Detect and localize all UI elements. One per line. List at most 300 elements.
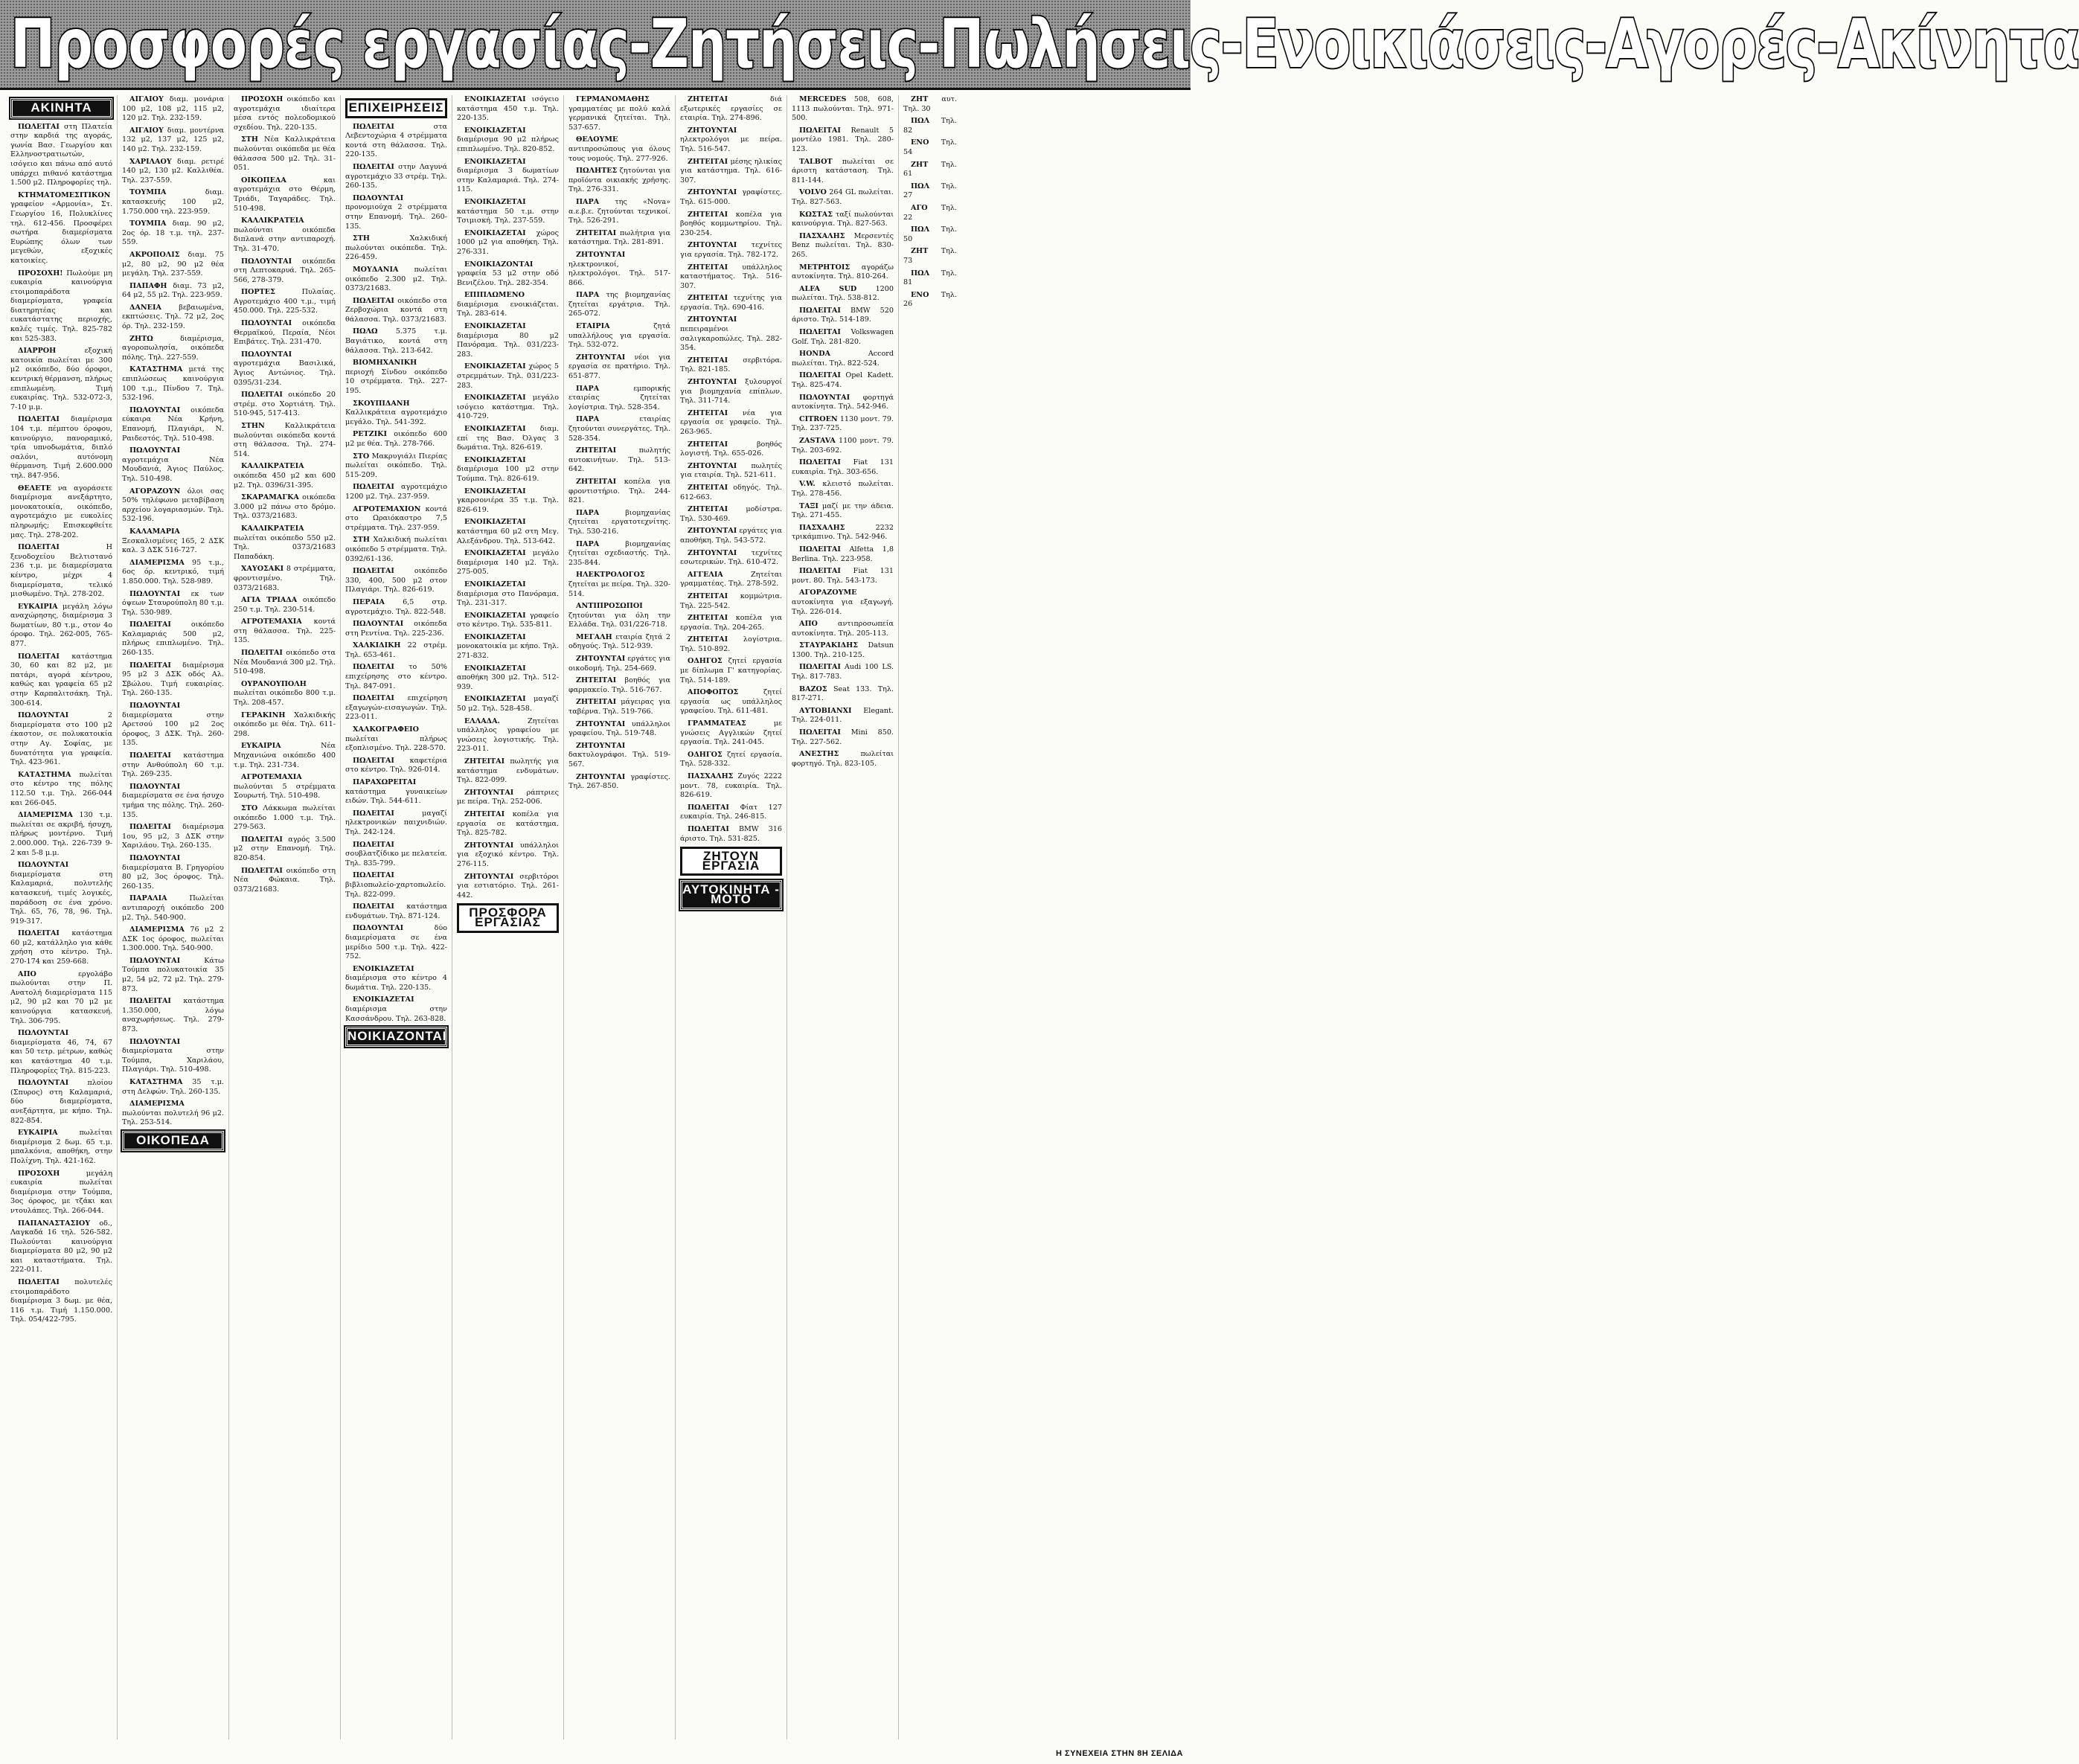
ad-lead-word: ΖΗΤΟΥΝΤΑΙ xyxy=(688,188,737,197)
ad-text: Χαλκιδική πωλείται οικόπεδο 5 στρέμματα. Τηλ. 0392/61-136. xyxy=(345,536,447,563)
classified-ad xyxy=(345,536,447,564)
ad-lead-word: ΠΩΛΕΙΤΑΙ xyxy=(799,728,841,737)
classified-ad xyxy=(680,315,782,353)
ad-lead-word: MERCEDES xyxy=(799,95,847,103)
ad-text: Ζητείται γραμματέας. Τηλ. 278-592. xyxy=(680,570,782,588)
classified-ad xyxy=(122,365,224,402)
classified-ad xyxy=(345,965,447,993)
ad-text: νέοι για εργασία σε πρατήριο. Τηλ. 651-877. xyxy=(568,353,670,381)
ad-text: διαμερίσματα 46, 74, 67 και 50 τετρ. μέτρων, καθώς και κατάστημα 40 τ.μ. Πληροφορίες Τηλ. 815-223. xyxy=(10,1038,112,1075)
ad-lead-word: ΕΝΟ xyxy=(911,138,929,147)
classified-ad xyxy=(345,902,447,921)
classified-ad xyxy=(457,158,559,195)
ad-lead-word: ΠΑΡΑΛΙΑ xyxy=(129,894,167,903)
ad-lead-word: ΠΩΛΕΙΤΑΙ xyxy=(241,835,283,844)
ad-lead-word: ΠΡΟΣΟΧΗ xyxy=(18,1169,60,1178)
classified-ad xyxy=(680,241,782,260)
classified-ad xyxy=(345,694,447,722)
ad-text: κοπέλα για εργασία σε κατάστημα. Τηλ. 825-782. xyxy=(457,809,559,838)
classified-ad xyxy=(234,257,336,286)
ad-lead-word: ΖΗΤΩ xyxy=(129,334,153,343)
ad-text: Μακρυγιάλι Πιερίας πωλείται οικόπεδο. Τηλ. 515-209. xyxy=(345,452,447,479)
ad-text: αγρός 3.500 μ2 στην Επανομή. Τηλ. 820-854. xyxy=(234,835,336,862)
ad-lead-word: ΟΥΡΑΝΟΥΠΟΛΗ xyxy=(241,679,307,688)
classified-ad xyxy=(122,527,224,556)
ad-lead-word: CITROEN xyxy=(799,414,838,423)
classified-ad xyxy=(903,161,957,179)
classified-ad xyxy=(568,655,670,673)
classified-ad xyxy=(122,304,224,332)
column-1 xyxy=(6,95,118,1739)
ad-lead-word: ΑΓΡΟΤΕΜΑΧΙΑ xyxy=(241,618,302,626)
classified-ad xyxy=(457,229,559,257)
ad-text: μοδίστρα. Τηλ. 530-469. xyxy=(680,505,782,523)
ad-lead-word: ΠΩΛΕΙΤΑΙ xyxy=(241,649,283,658)
ad-text: Χαλκιδικής οικόπεδο με θέα. Τηλ. 611-298. xyxy=(234,711,336,738)
ad-lead-word: ΑΓΟ xyxy=(911,203,928,212)
classified-ad xyxy=(457,487,559,516)
ad-text: Λάκκωμα πωλείται οικόπεδο 1.000 τ.μ. Τηλ. 279-563. xyxy=(234,804,336,832)
ad-text: 22 στρέμ. Τηλ. 653-461. xyxy=(345,641,447,659)
classified-ad xyxy=(234,711,336,740)
ad-lead-word: ΕΝΟ xyxy=(911,290,929,299)
ad-list xyxy=(680,95,782,844)
ad-lead-word: ΠΩΛ xyxy=(911,225,930,234)
ad-text: ζητούνται για όλη την Ελλάδα. Τηλ. 031/226-718. xyxy=(568,611,670,629)
ad-text: 1130 μοντ. 79. Τηλ. 237-725. xyxy=(792,414,894,433)
ad-text: οικόπεδα στη Ρεντίνα. Τηλ. 225-236. xyxy=(345,620,447,638)
ad-lead-word: ΣΤΟ xyxy=(353,452,370,461)
ad-lead-word: ΕΥΚΑΙΡΙΑ xyxy=(18,602,58,611)
classified-ad xyxy=(122,158,224,186)
classified-ad xyxy=(122,702,224,748)
ad-lead-word: ΖΗΤ xyxy=(911,247,929,256)
ad-lead-word: ΠΩΛΕΙΤΑΙ xyxy=(353,756,394,765)
ad-text: πωλείται οικόπεδο 800 τ.μ. Τηλ. 208-457. xyxy=(234,689,336,708)
ad-text: Καλλικράτεια πωλούνται οικόπεδα κοντά στη θάλασσα. Τηλ. 274-514. xyxy=(234,422,336,458)
ad-text: διαμ. κατασκευής 100 μ2, 1.750.000 τηλ. 223-959. xyxy=(122,188,224,216)
classified-ad xyxy=(457,633,559,661)
classified-ad xyxy=(345,620,447,638)
ad-text: πωλείται σε άριστη κατάσταση. Τηλ. 811-144. xyxy=(792,157,894,185)
classified-ad xyxy=(345,778,447,806)
classified-ad xyxy=(10,1219,112,1276)
ad-lead-word: ΚΑΤΑΣΤΗΜΑ xyxy=(129,1078,183,1086)
ad-text: εκ των όψεων Σταυρούπολη 80 τ.μ. Τηλ. 530-989. xyxy=(122,589,224,617)
ad-text: διαμ. 73 μ2, 64 μ2, 55 μ2. Τηλ. 223-959. xyxy=(122,281,224,300)
classified-ad xyxy=(568,633,670,652)
ad-text: διαμ. 75 μ2, 80 μ2, 90 μ2 θέα μεγάλη. Τηλ. 237-559. xyxy=(122,250,224,278)
ad-lead-word: ΣΤΟ xyxy=(241,804,258,812)
ad-text: Καλλικράτεια αγροτεμάχιο μεγάλο. Τηλ. 541-392. xyxy=(345,408,447,426)
ad-text: πωλούνται οικόπεδα διπλανά στην αντιπαροχή. Τηλ. 31-470. xyxy=(234,225,336,253)
classified-ad xyxy=(792,685,894,704)
ad-lead-word: ΖΗΤΕΙΤΑΙ xyxy=(688,483,728,492)
classified-ad xyxy=(680,614,782,632)
classified-ad xyxy=(680,804,782,822)
classified-ad xyxy=(234,596,336,615)
classified-ad xyxy=(680,158,782,186)
ad-lead-word: ΖΗΤΟΥΝΤΑΙ xyxy=(688,461,737,470)
ad-lead-word: ΠΩΛΕΙΤΑΙ xyxy=(688,803,729,812)
classified-ad xyxy=(234,217,336,254)
ad-text: μεγάλο ισόγειο κατάστημα. Τηλ. 410-729. xyxy=(457,394,559,421)
classified-ad xyxy=(680,527,782,545)
ad-text: πωλήτρια για κατάστημα. Τηλ. 281-891. xyxy=(568,228,670,247)
ad-lead-word: ΖΗΤΟΥΝΤΑΙ xyxy=(688,241,737,250)
classified-ad xyxy=(345,400,447,428)
ad-text: ηλεκτρονικοί, ηλεκτρολόγοι. Τηλ. 517-866. xyxy=(568,260,670,287)
ad-lead-word: ΠΩΛΟΥΝΤΑΙ xyxy=(129,782,181,791)
ad-text: πωλητές για εταιρία. Τηλ. 521-611. xyxy=(680,461,782,480)
ad-lead-word: ΠΟΡΤΕΣ xyxy=(241,288,275,297)
ad-text: να αγοράσετε διαμέρισμα ανεξάρτητο, μονοκατοικία, οικόπεδο, αγροτεμάχιο με ευκολίες πληρωμής; Επισκεφθείτε μας. Τηλ. 278-202. xyxy=(10,484,112,539)
classified-ad xyxy=(234,867,336,895)
ad-text: Κάτω Τούμπα πολυκατοικία 35 μ2, 54 μ2, 72 μ2. Τηλ. 279-873. xyxy=(122,956,224,993)
ad-text: πωλητής αυτοκινήτων. Τηλ. 513-642. xyxy=(568,446,670,474)
classified-ad xyxy=(345,483,447,501)
classified-ad xyxy=(792,588,894,617)
ad-lead-word: ΕΝΟΙΚΙΑΖΕΤΑΙ xyxy=(464,695,526,704)
classified-ad xyxy=(234,618,336,646)
ad-lead-word: ΕΠΙΠΛΩΜΕΝΟ xyxy=(464,291,525,300)
ad-text: ζητεί εργασία με δίπλωμα Γ' κατηγορίας. Τηλ. 514-189. xyxy=(680,657,782,684)
classified-ad xyxy=(345,841,447,869)
classified-ad xyxy=(234,95,336,132)
ad-lead-word: ΠΩΛΟΥΝΤΑΙ xyxy=(18,1079,69,1088)
ad-lead-word: ΖΗΤΟΥΝΤΑΙ xyxy=(688,126,737,135)
ad-lead-word: ΠΩΛΕΙΤΑΙ xyxy=(241,866,283,875)
ad-lead-word: ΠΩΛΟΥΝΤΑΙ xyxy=(18,711,69,720)
classified-ad xyxy=(122,620,224,658)
ad-lead-word: ΠΕΡΑΙΑ xyxy=(353,597,385,606)
ad-text: Τηλ. 50 xyxy=(903,225,957,243)
classified-ad xyxy=(680,719,782,748)
ad-text: μεγάλη λόγω αναχώρησης, διαμέρισμα 3 δωματίων, 80 τ.μ., στον 4ο όροφο. Τηλ. 262-005, 765-877. xyxy=(10,602,112,649)
ad-lead-word: ΠΩΛΕΙΤΑΙ xyxy=(353,483,394,492)
ad-text: τεχνίτες για εργασία. Τηλ. 782-172. xyxy=(680,241,782,259)
ad-text: Seat 133. Τηλ. 817-271. xyxy=(792,684,894,703)
ad-lead-word: ΠΩΛΕΙΤΑΙ xyxy=(241,391,283,400)
ad-text: Τηλ. 27 xyxy=(903,182,957,200)
ad-lead-word: ΕΝΟΙΚΙΑΖΕΤΑΙ xyxy=(464,394,526,402)
ad-lead-word: ΡΕΤΖΙΚΙ xyxy=(353,430,387,439)
ad-lead-word: ΣΤΗ xyxy=(241,135,258,144)
ad-text: διαμέρισμα, αγοροπωλησία, οικόπεδα πόλης. Τηλ. 227-559. xyxy=(122,334,224,362)
ad-text: Πωλείται αντιπαροχή οικόπεδο 200 μ2. Τηλ. 540-900. xyxy=(122,894,224,922)
classified-ad xyxy=(122,487,224,525)
ad-text: ζητά υπαλλήλους για εργασία. Τηλ. 532-072. xyxy=(568,322,670,350)
ad-lead-word: VOLVO xyxy=(799,188,827,197)
classified-ad xyxy=(345,505,447,533)
column-6 xyxy=(564,95,676,1739)
ad-lead-word: ΓΕΡΜΑΝΟΜΑΘΗΣ xyxy=(576,95,650,103)
ad-text: Ζητείται υπάλληλος γραφείου με γνώσεις λογιστικής. Τηλ. 223-011. xyxy=(457,716,559,754)
ad-text: ΒΜW 316 άριστο. Τηλ. 531-825. xyxy=(680,824,782,843)
ad-list xyxy=(10,123,112,1325)
classified-ad xyxy=(792,394,894,412)
classified-ad xyxy=(457,717,559,754)
ad-lead-word: ΑΠΟ xyxy=(18,969,36,978)
ad-lead-word: ΠΩΛΕΙΤΑΙ xyxy=(799,306,841,315)
classified-ad xyxy=(457,362,559,391)
ad-lead-word: ΠΩΛΟΥΝΤΑΙ xyxy=(129,405,181,414)
classified-ad xyxy=(792,524,894,542)
ad-lead-word: ΠΩΛΟΥΝΤΑΙ xyxy=(353,620,404,629)
classified-ad xyxy=(792,620,894,638)
ad-text: οικόπεδα 450 μ2 και 600 μ2. Τηλ. 0396/31-395. xyxy=(234,471,336,490)
classified-ad xyxy=(345,452,447,481)
classified-ad xyxy=(457,873,559,901)
ad-lead-word: ΕΝΟΙΚΙΑΖΕΤΑΙ xyxy=(464,197,526,206)
classified-ad xyxy=(234,680,336,708)
ad-text: Νέα Μηχανιώνα οικόπεδο 400 τ.μ. Τηλ. 231-734. xyxy=(234,742,336,769)
classifieds-columns xyxy=(6,95,1185,1739)
classified-ad xyxy=(457,757,559,786)
classified-ad xyxy=(10,711,112,768)
ad-lead-word: ΠΩΛΟΥΝΤΑΙ xyxy=(129,853,181,862)
ad-text: διαμέρισμα 95 μ2 3 ΔΣΚ οδός Αλ. Σβώλου. Τιμή ευκαιρίας. Τηλ. 260-135. xyxy=(122,661,224,698)
ad-text: πωλείται στο κέντρο της πόλης 112.50 τ.μ. Τηλ. 266-044 και 266-045. xyxy=(10,770,112,807)
ad-lead-word: ΕΥΚΑΙΡΙΑ xyxy=(18,1129,58,1138)
ad-lead-word: ΑΓΟΡΑΖΟΥΝ xyxy=(129,487,181,495)
ad-text: μαζί με την άδεια. Τηλ. 271-455. xyxy=(792,501,894,520)
ad-lead-word: ΠΩΛΕΙΤΑΙ xyxy=(353,663,394,672)
classified-ad xyxy=(122,854,224,891)
classified-ad xyxy=(122,957,224,994)
classified-ad xyxy=(903,247,957,266)
ad-lead-word: ΠΑΡΑΧΩΡΕΙΤΑΙ xyxy=(353,778,417,786)
classified-ad xyxy=(792,663,894,681)
classified-ad xyxy=(457,695,559,713)
ad-list xyxy=(457,95,559,900)
classified-ad xyxy=(680,462,782,481)
ad-text: διαμέρισμα 100 μ2 στην Τούμπα. Τηλ. 826-619. xyxy=(457,465,559,483)
classified-ad xyxy=(345,641,447,660)
classified-ad xyxy=(345,359,447,396)
ad-text: σερβιτόρα. Τηλ. 821-185. xyxy=(680,356,782,374)
ad-lead-word: ΑΝΤΙΠΡΟΣΩΠΟΙ xyxy=(576,602,643,611)
classified-ad xyxy=(457,394,559,422)
ad-text: όλοι σας 50% τηλέφωνο μεταβίβαση αρχείου λογαριασμών. Τηλ. 532-196. xyxy=(122,487,224,524)
classified-ad xyxy=(10,543,112,600)
classified-ad xyxy=(680,688,782,716)
ad-text: ζητείται με πείρα. Τηλ. 320-514. xyxy=(568,580,670,598)
section-heading-akinita: ΑΚΙΝΗΤΑ xyxy=(10,98,112,118)
classified-ad xyxy=(568,95,670,132)
ad-lead-word: ΖΗΤΕΙΤΑΙ xyxy=(576,228,617,237)
ad-lead-word: ΕΝΟΙΚΙΑΖΕΤΑΙ xyxy=(464,455,526,464)
ad-lead-word: ΖΗΤΕΙΤΑΙ xyxy=(576,676,617,685)
ad-text: διαμέρισμα στην Κασσάνδρου. Τηλ. 263-828. xyxy=(345,1005,447,1023)
ad-lead-word: ΠΩΛΟΥΝΤΑΙ xyxy=(353,193,404,202)
ad-text: μέσης ηλικίας για κατάστημα. Τηλ. 616-307. xyxy=(680,157,782,185)
ad-text: Τηλ. 61 xyxy=(903,160,957,179)
classified-ad xyxy=(568,291,670,319)
ad-text: Elegant. Τηλ. 224-011. xyxy=(792,706,894,725)
ad-lead-word: ΠΩΛ xyxy=(911,117,930,126)
ad-lead-word: ΓΡΑΜΜΑΤΕΑΣ xyxy=(688,719,746,728)
ad-text: αγροτεμάχια Βασιλικά, Άγιος Αντώνιος. Τηλ. 0395/31-234. xyxy=(234,359,336,387)
ad-lead-word: ΠΩΛΕΙΤΑΙ xyxy=(353,694,394,703)
ad-text: Ζυγός 2222 μοντ. 78, ευκαιρία. Τηλ. 826-619. xyxy=(680,772,782,800)
ad-lead-word: ΠΩΛΟΥΝΤΑΙ xyxy=(241,350,292,359)
classified-ad xyxy=(122,219,224,248)
ad-lead-word: ΕΝΟΙΚΙΑΖΕΤΑΙ xyxy=(464,632,526,641)
ad-text: λογίστρια. Τηλ. 510-892. xyxy=(680,635,782,653)
classified-ad xyxy=(234,565,336,593)
masthead-title: Προσφορές εργασίας-Ζητήσεις-Πωλήσεις-Ενοικιάσεις-Αγορές-Ακίνητα xyxy=(10,4,2079,83)
ad-text: ταξί πωλούνται καινούργια. Τηλ. 827-563. xyxy=(792,210,894,228)
classified-ad xyxy=(345,430,447,449)
ad-text: ζητεί εργασία ως υπάλληλος γραφείου. Τηλ. 611-481. xyxy=(680,688,782,716)
ad-text: χώρος 5 στρεμμάτων. Τηλ. 031/223-283. xyxy=(457,362,559,390)
ad-lead-word: ΠΩΛΕΙΤΑΙ xyxy=(18,929,60,938)
classified-ad xyxy=(10,1029,112,1076)
ad-text: πωλείται φορτηγό. Τηλ. 823-105. xyxy=(792,750,894,768)
ad-lead-word: ΒΑΖΟΣ xyxy=(799,684,827,693)
ad-lead-word: ΑΠΟ xyxy=(799,620,818,629)
ad-text: ράπτριες με πείρα. Τηλ. 252-006. xyxy=(457,788,559,806)
ad-lead-word: ΖΗΤΕΙΤΑΙ xyxy=(688,210,728,219)
ad-text: κατάστημα 60 μ2, κατάλληλο για κάθε χρήση στο κέντρο. Τηλ. 270-174 και 259-668. xyxy=(10,929,112,966)
ad-text: δύο διαμερίσματα σε ένα μερίδιο 500 τ.μ. Τηλ. 422-752. xyxy=(345,924,447,961)
ad-text: διαμέρισμα 80 μ2 Πανόραμα. Τηλ. 031/223-283. xyxy=(457,331,559,359)
classified-ad xyxy=(680,294,782,312)
classified-ad xyxy=(10,929,112,966)
ad-text: ζητεί εργασία. Τηλ. 528-332. xyxy=(680,750,782,769)
classified-ad xyxy=(122,335,224,363)
ad-lead-word: ΠΩΛΕΙΤΑΙ xyxy=(129,751,171,760)
ad-text: οικόπεδο στη Νέα Φώκαια. Τηλ. 0373/21683. xyxy=(234,866,336,894)
ad-lead-word: ΕΝΟΙΚΙΑΖΕΤΑΙ xyxy=(464,549,526,558)
ad-text: αγοράζω αυτοκίνητα. Τηλ. 810-264. xyxy=(792,263,894,281)
ad-lead-word: ΠΩΛΕΙΤΑΙ xyxy=(353,871,394,880)
classified-ad xyxy=(792,458,894,477)
ad-lead-word: ΠΑΣΧΑΛΗΣ xyxy=(799,523,845,532)
ad-text: διαμέρισμα στο κέντρο 4 δωμάτια. Τηλ. 220-135. xyxy=(345,974,447,992)
classified-ad xyxy=(680,657,782,685)
continued-note: Η ΣΥΝΕΧΕΙΑ ΣΤΗΝ 8Η ΣΕΛΙΔΑ xyxy=(1055,1749,1183,1758)
ad-lead-word: ΖΗΤΕΙΤΑΙ xyxy=(576,446,617,455)
ad-text: κατάστημα 30, 60 και 82 μ2, με πατάρι, αγορά κέντρου, καθώς και γραφεία 65 μ2 στην Καρπαλιτσάκη. Τηλ. 300-614. xyxy=(10,652,112,708)
classified-ad xyxy=(234,422,336,459)
ad-lead-word: ΠΩΛΟΥΝΤΑΙ xyxy=(129,589,181,598)
ad-text: μάγειρας για ταβέρνα. Τηλ. 519-766. xyxy=(568,698,670,716)
ad-text: κλειστό πωλείται. Τηλ. 278-456. xyxy=(792,480,894,498)
classified-ad xyxy=(345,995,447,1024)
ad-text: βοηθός για φαρμακείο. Τηλ. 516-767. xyxy=(568,676,670,694)
ad-lead-word: ΠΩΛΟΥΝΤΑΙ xyxy=(353,924,404,933)
classified-ad xyxy=(234,649,336,677)
classified-ad xyxy=(10,1129,112,1166)
ad-text: μονοκατοικία με κήπο. Τηλ. 271-832. xyxy=(457,642,559,661)
ad-text: σουβλατζίδικο με πελατεία. Τηλ. 835-799. xyxy=(345,850,447,867)
classified-ad xyxy=(122,1078,224,1097)
ad-lead-word: ΠΑΠΑΦΗ xyxy=(129,281,167,290)
ad-text: γραφίστες. Τηλ. 267-850. xyxy=(568,772,670,791)
classified-ad xyxy=(568,322,670,350)
ad-text: γραφίστες. Τηλ. 615-000. xyxy=(680,188,782,206)
ad-text: μαγαζί 50 μ2. Τηλ. 528-458. xyxy=(457,695,559,713)
classified-ad xyxy=(680,409,782,437)
ad-text: οικόπεδο στα Νέα Μουδανιά 300 μ2. Τηλ. 510-498. xyxy=(234,649,336,676)
classified-ad xyxy=(792,263,894,282)
classified-ad xyxy=(122,126,224,155)
ad-text: βιομηχανίας ζητείται σχεδιαστής. Τηλ. 235-844. xyxy=(568,539,670,567)
ad-lead-word: ΣΤΗ xyxy=(353,536,370,545)
ad-text: διαμερίσματα σε ένα ήσυχο τμήμα της πόλης. Τηλ. 260-135. xyxy=(122,792,224,819)
ad-text: οικόπεδο και αγροτεμάχια ιδιαίτερα μέσα εντός πολεοδομικού σχεδίου. Τηλ. 220-135. xyxy=(234,95,336,132)
ad-lead-word: ΔΙΑΜΕΡΙΣΜΑ xyxy=(18,811,73,820)
classified-ad xyxy=(10,811,112,858)
classified-ad xyxy=(680,571,782,589)
classified-ad xyxy=(122,894,224,923)
ad-text: Fiat 131 ευκαιρία. Τηλ. 303-656. xyxy=(792,458,894,476)
ad-text: Datsun 1300. Τηλ. 210-125. xyxy=(792,641,894,659)
ad-text: κατάστημα 50 τ.μ. στην Τσιμισκή. Τηλ. 237-559. xyxy=(457,207,559,225)
ad-lead-word: ΖΗΤΕΙΤΑΙ xyxy=(688,440,728,449)
ad-lead-word: ΑΥΤΟΒΙΑΝΧΙ xyxy=(799,706,852,715)
classified-ad xyxy=(903,204,957,222)
ad-lead-word: ΖΗΤΕΙΤΑΙ xyxy=(688,614,728,623)
classified-ad xyxy=(122,661,224,699)
ad-lead-word: ΕΛΛΑΔΑ. xyxy=(464,716,500,725)
ad-lead-word: ΖΗΤΕΙΤΑΙ xyxy=(688,356,728,365)
classified-ad xyxy=(680,211,782,239)
classified-ad xyxy=(234,350,336,388)
ad-lead-word: ΚΑΛΛΙΚΡΑΤΕΙΑ xyxy=(241,217,304,225)
ad-lead-word: ΚΑΛΛΙΚΡΑΤΕΙΑ xyxy=(241,524,304,533)
ad-lead-word: ΚΩΣΤΑΣ xyxy=(799,210,833,219)
ad-lead-word: ΖΗΤΟΥΝΤΑΙ xyxy=(464,872,514,881)
classified-ad xyxy=(10,484,112,541)
ad-lead-word: ΖΗΤΕΙΤΑΙ xyxy=(688,591,728,600)
ad-text: οικόπεδο 600 μ2 με θέα. Τηλ. 278-766. xyxy=(345,430,447,448)
ad-lead-word: ΕΝΟΙΚΙΑΖΕΤΑΙ xyxy=(464,580,526,588)
ad-lead-word: ΟΔΗΓΟΣ xyxy=(688,750,723,759)
classified-ad xyxy=(122,1100,224,1128)
ad-lead-word: ALFA SUD xyxy=(799,284,857,293)
ad-lead-word: ΠΩΛΕΙΤΑΙ xyxy=(18,122,60,131)
ad-lead-word: ΠΩΛΕΙΤΑΙ xyxy=(799,328,841,337)
classified-ad xyxy=(903,95,957,114)
ad-text: αποθήκη 300 μ2. Τηλ. 512-939. xyxy=(457,673,559,691)
ad-text: διαμ. μοντέρνα 132 μ2, 137 μ2, 125 μ2, 140 μ2. Τηλ. 232-159. xyxy=(122,126,224,153)
ad-text: οικόπεδα 3.000 μ2 πάνω στο δρόμο. Τηλ. 0373/21683. xyxy=(234,493,336,521)
ad-text: 6,5 στρ. αγροτεμάχιο. Τηλ. 822-548. xyxy=(345,597,447,616)
ad-lead-word: ΖΗΤΕΙΤΑΙ xyxy=(688,505,728,514)
ad-list xyxy=(234,95,336,894)
ad-lead-word: ΖΗΤΟΥΝΤΑΙ xyxy=(576,353,626,362)
classified-ad xyxy=(792,437,894,455)
ad-text: Τηλ. 73 xyxy=(903,247,957,265)
ad-lead-word: ΓΕΡΑΚΙΝΗ xyxy=(241,711,286,719)
ad-text: διαμέρισμα στο Πανόραμα. Τηλ. 231-317. xyxy=(457,589,559,608)
ad-text: με γνώσεις Αγγλικών ζητεί εργασία. Τηλ. 241-045. xyxy=(680,719,782,747)
ad-text: δακτυλογράφοι. Τηλ. 519-567. xyxy=(568,751,670,769)
ad-text: Τηλ. 54 xyxy=(903,138,957,156)
ad-text: γραφεία 53 μ2 στην οδό Βενιζέλου. Τηλ. 282-354. xyxy=(457,269,559,287)
ad-lead-word: ΕΝΟΙΚΙΑΖΕΤΑΙ xyxy=(464,611,526,620)
ad-lead-word: ΧΑΛΚΙΔΙΚΗ xyxy=(353,641,401,650)
ad-lead-word: ΜΕΓΑΛΗ xyxy=(576,632,612,641)
classified-ad xyxy=(234,742,336,770)
ad-text: κοντά στη θάλασσα. Τηλ. 225-135. xyxy=(234,618,336,645)
classified-ad xyxy=(234,391,336,419)
ad-lead-word: ΠΩΛΕΙΤΑΙ xyxy=(18,1278,60,1287)
ad-text: 264 GL πωλείται. Τηλ. 827-563. xyxy=(792,188,894,206)
